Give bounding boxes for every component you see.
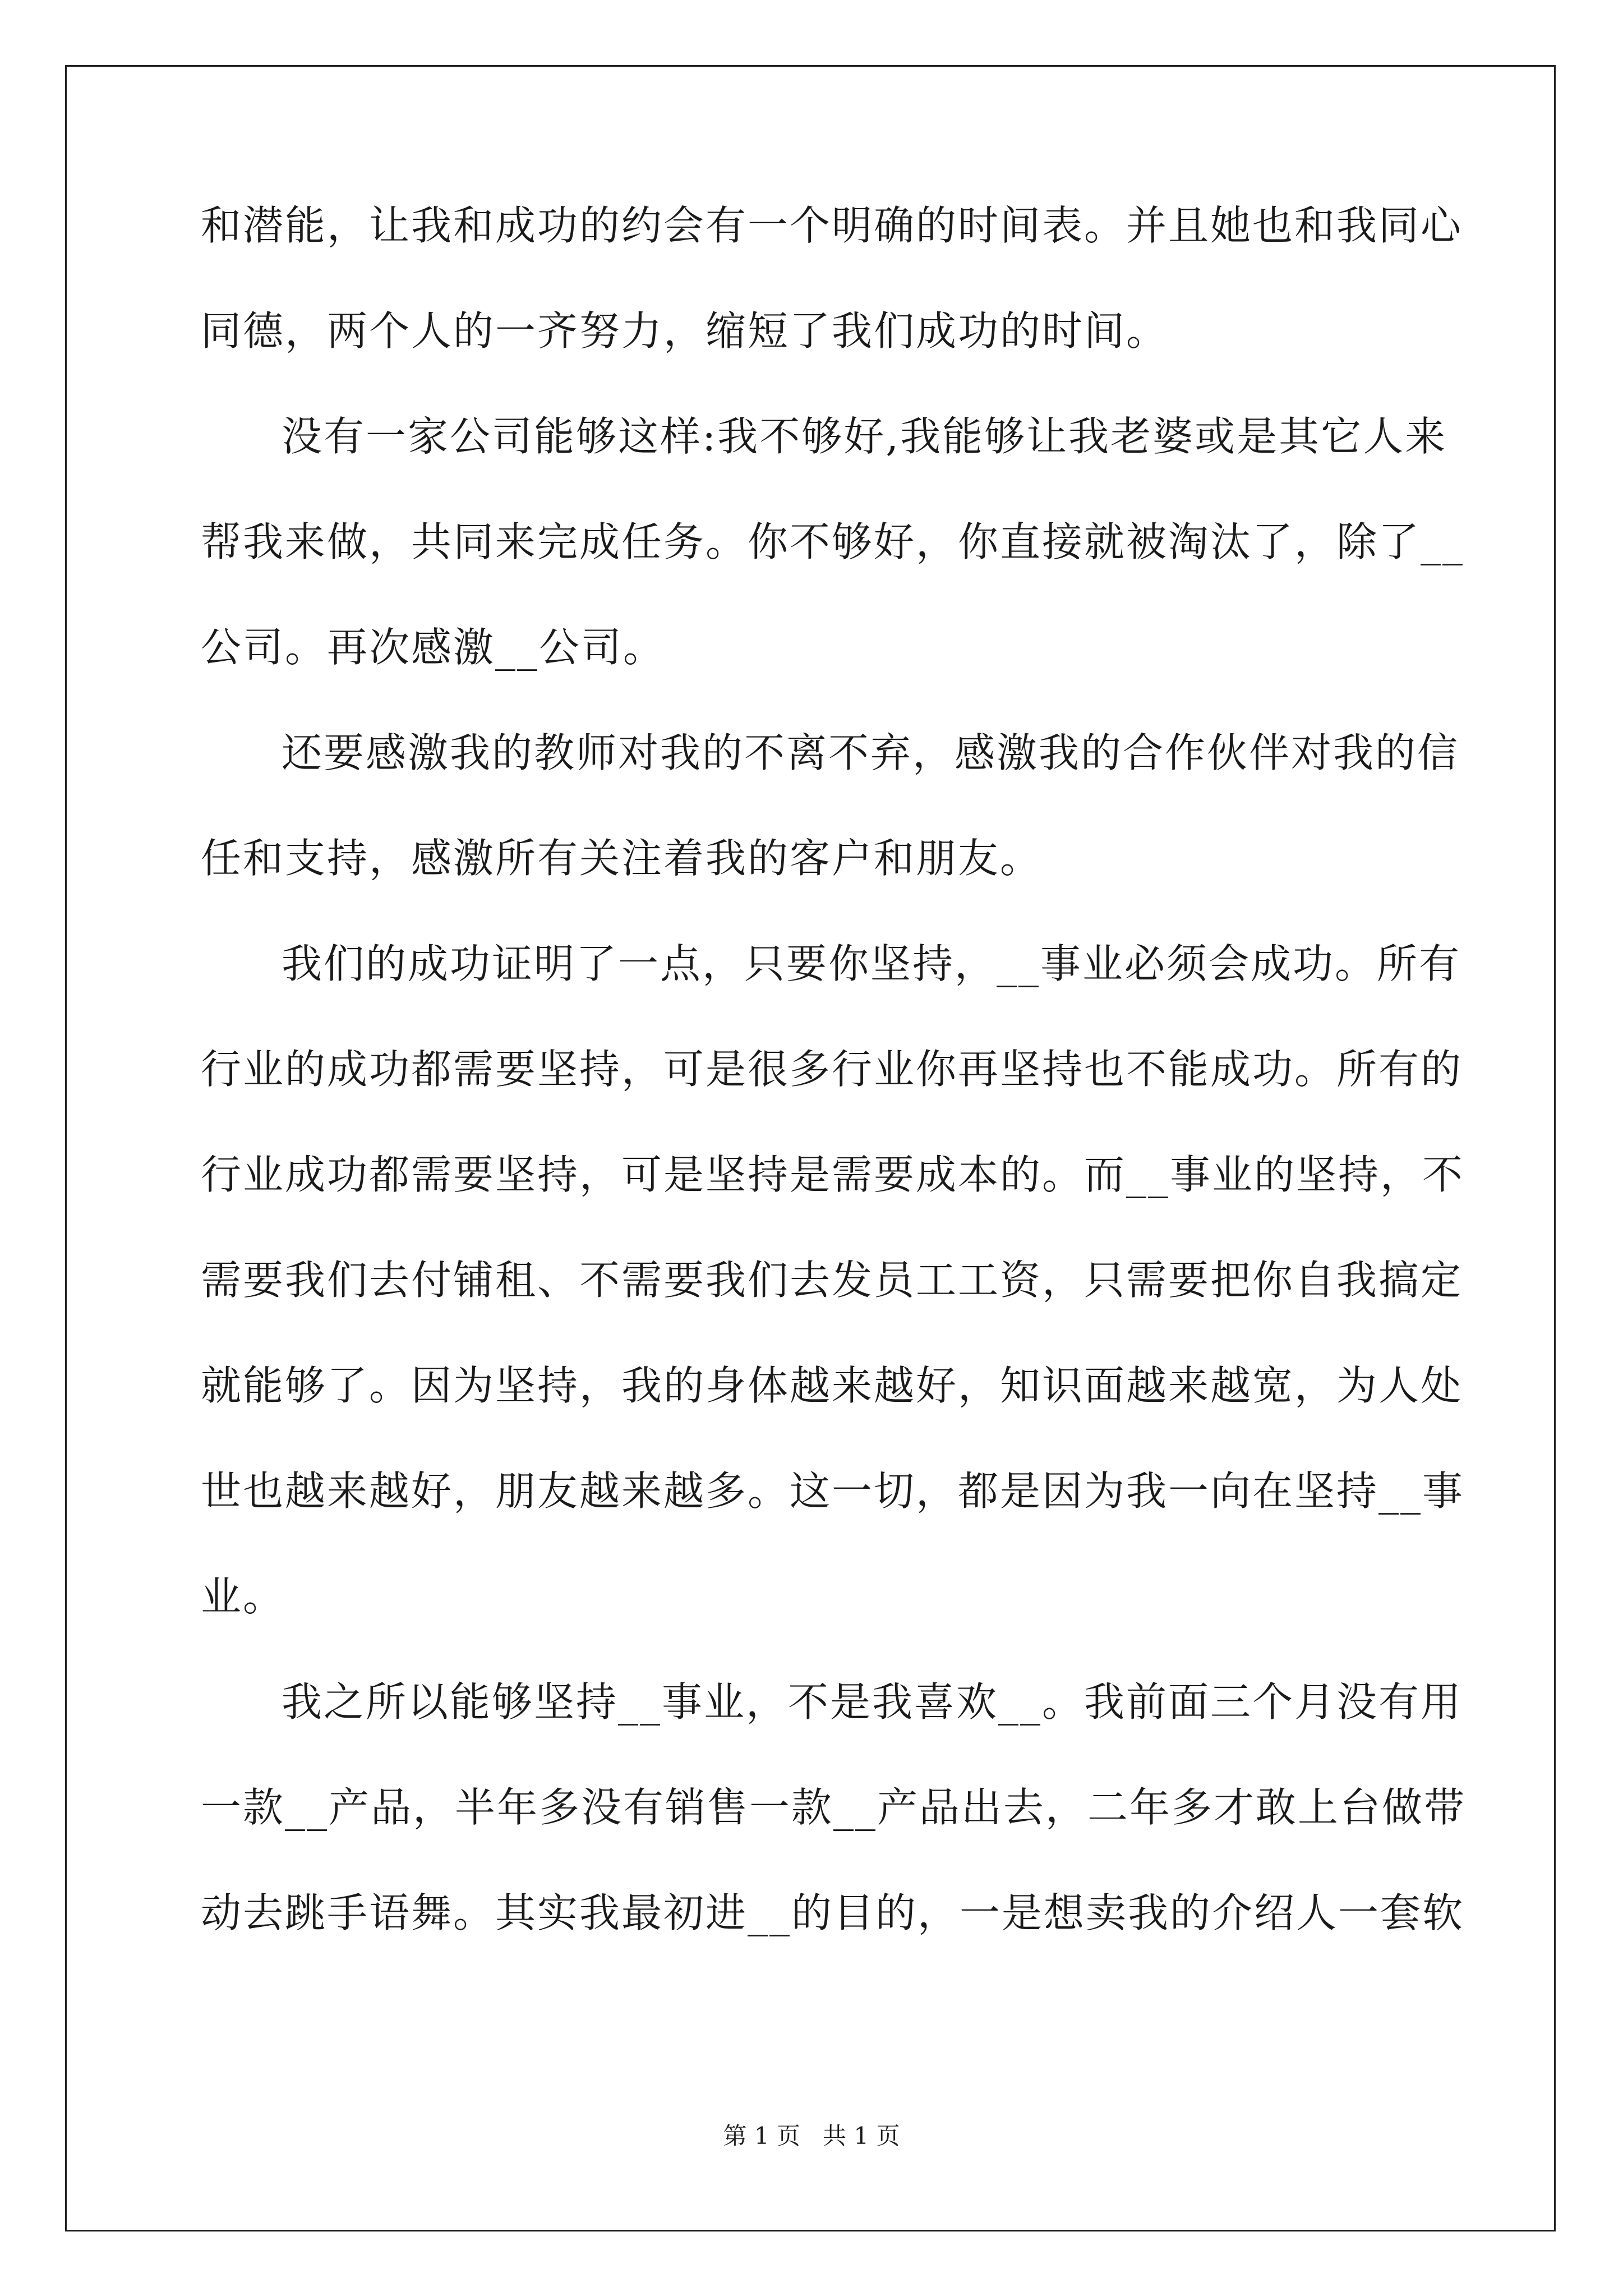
text-line: 没有一家公司能够这样:我不够好,我能够让我老婆或是其它人来 (282, 413, 1447, 460)
text-line: 我们的成功证明了一点，只要你坚持，__事业必须会成功。所有 (282, 940, 1461, 987)
text-line: 行业成功都需要坚持，可是坚持是需要成本的。而__事业的坚持，不 (201, 1151, 1465, 1198)
text-line: 还要感激我的教师对我的不离不弃，感激我的合作伙伴对我的信 (282, 729, 1460, 776)
text-line: 行业的成功都需要坚持，可是很多行业你再坚持也不能成功。所有的 (201, 1046, 1463, 1093)
page-total: 共 1 页 (823, 2122, 900, 2150)
text-line: 我之所以能够坚持__事业，不是我喜欢__。我前面三个月没有用 (282, 1678, 1463, 1726)
text-line: 动去跳手语舞。其实我最初进__的目的，一是想卖我的介绍人一套软 (201, 1889, 1465, 1936)
text-line: 帮我来做，共同来完成任务。你不够好，你直接就被淘汰了，除了__ (201, 518, 1465, 565)
text-line: 世也越来越好，朋友越来越多。这一切，都是因为我一向在坚持__事 (201, 1467, 1465, 1515)
text-line: 需要我们去付铺租、不需要我们去发员工工资，只需要把你自我搞定 (201, 1257, 1463, 1304)
text-line: 同德，两个人的一齐努力，缩短了我们成功的时间。 (201, 307, 1169, 355)
text-line: 业。 (201, 1573, 285, 1620)
text-line: 就能够了。因为坚持，我的身体越来越好，知识面越来越宽，为人处 (201, 1362, 1463, 1409)
text-line: 一款__产品，半年多没有销售一款__产品出去，二年多才敢上台做带 (201, 1784, 1467, 1831)
text-line: 公司。再次感激__公司。 (201, 624, 666, 671)
text-line: 和潜能，让我和成功的约会有一个明确的时间表。并且她也和我同心 (201, 202, 1463, 249)
page-number: 第 1 页 (723, 2122, 800, 2150)
text-line: 任和支持，感激所有关注着我的客户和朋友。 (201, 835, 1043, 882)
page-footer (0, 2120, 1623, 2152)
